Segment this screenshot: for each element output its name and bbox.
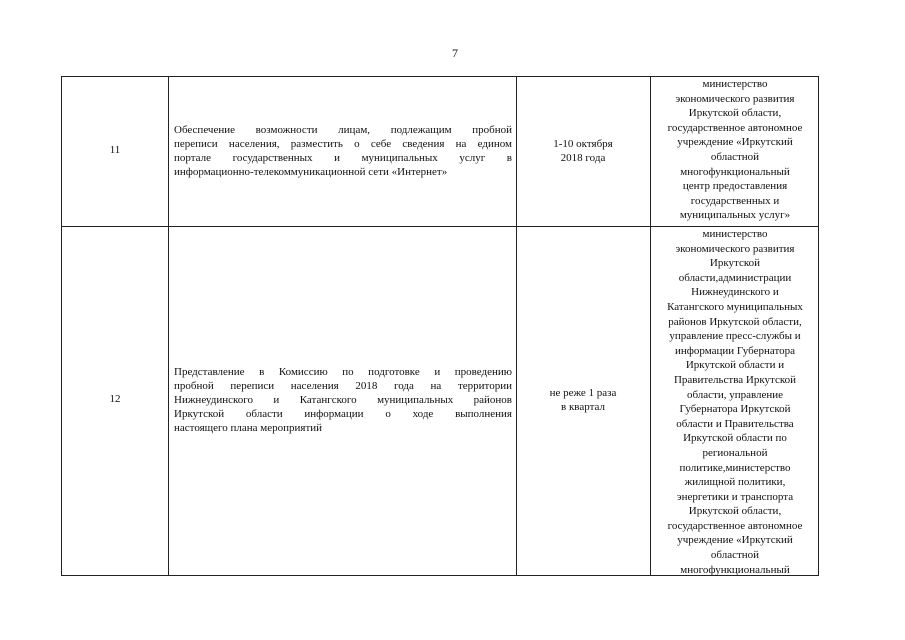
- description-line: Иркутской области информации о ходе выполнения: [174, 408, 512, 420]
- responsible-line: Катангского муниципальных: [667, 300, 803, 313]
- responsible-line: Иркутской области и: [685, 359, 785, 372]
- responsible-line: Правительства Иркутской: [673, 373, 797, 386]
- column-divider: [168, 77, 169, 575]
- description-line: портале государственных и муниципальных услуг в: [174, 152, 512, 164]
- responsible-line: Нижнеудинского и: [691, 286, 779, 299]
- description-line: Нижнеудинского и Катангского муниципальных районов: [174, 394, 512, 406]
- responsible-line: министерство: [702, 228, 768, 240]
- responsible-line: государственное автономное: [667, 121, 803, 134]
- responsible-line: Иркутской области по: [683, 432, 787, 445]
- page-number: 7: [452, 46, 458, 60]
- responsible-line: районов Иркутской области,: [668, 315, 802, 328]
- row-12-responsible: [651, 227, 819, 577]
- responsible-line: экономического развития: [675, 242, 795, 255]
- responsible-line: многофункциональный: [680, 563, 790, 576]
- term-line: 2018 года: [560, 152, 606, 164]
- description-line: информационно-телекоммуникационной сети «Интернет»: [174, 166, 448, 178]
- row-12-term: [516, 386, 650, 414]
- responsible-line: многофункциональный: [680, 165, 790, 178]
- description-line: пробной переписи населения 2018 года на территории: [174, 380, 512, 392]
- responsible-line: государственных и: [690, 194, 780, 207]
- responsible-line: муниципальных услуг»: [679, 209, 791, 222]
- row-11-number: 11: [109, 144, 121, 156]
- responsible-line: областной: [710, 150, 760, 163]
- responsible-line: экономического развития: [675, 92, 795, 105]
- responsible-line: областной: [710, 549, 760, 562]
- responsible-line: энергетики и транспорта: [676, 490, 794, 503]
- responsible-line: области,администрации: [678, 271, 792, 284]
- row-11-term: [516, 137, 650, 165]
- plan-table: [61, 76, 819, 576]
- description-line: Обеспечение возможности лицам, подлежащим пробной: [174, 124, 512, 136]
- responsible-line: области и Правительства: [676, 417, 794, 430]
- responsible-line: министерство: [702, 78, 768, 90]
- responsible-line: региональной: [702, 446, 768, 459]
- term-line: не реже 1 раза: [549, 387, 617, 399]
- row-11-responsible: [651, 77, 819, 223]
- responsible-line: области, управление: [686, 388, 784, 401]
- responsible-line: Иркутской: [709, 257, 761, 270]
- responsible-line: центр предоставления: [682, 180, 788, 193]
- row-12-number: 12: [109, 393, 121, 405]
- row-12-description: [174, 365, 512, 435]
- term-line: 1-10 октября: [553, 138, 613, 150]
- term-line: в квартал: [561, 401, 605, 413]
- responsible-line: учреждение «Иркутский: [677, 534, 793, 547]
- responsible-line: политике,министерство: [679, 461, 791, 474]
- row-11-description: [174, 123, 512, 179]
- description-line: Представление в Комиссию по подготовке и проведению: [174, 366, 512, 378]
- responsible-line: государственное автономное: [667, 519, 803, 532]
- responsible-line: информации Губернатора: [674, 344, 796, 357]
- responsible-line: Иркутской области,: [688, 505, 782, 518]
- description-line: переписи населения, разместить о себе сведения на едином: [174, 138, 512, 150]
- responsible-line: управление пресс-службы и: [669, 330, 801, 343]
- responsible-line: жилищной политики,: [684, 476, 786, 489]
- responsible-line: Иркутской области,: [688, 107, 782, 120]
- responsible-line: Губернатора Иркутской: [679, 403, 791, 416]
- description-line: настоящего плана мероприятий: [174, 422, 323, 434]
- responsible-line: учреждение «Иркутский: [677, 136, 793, 149]
